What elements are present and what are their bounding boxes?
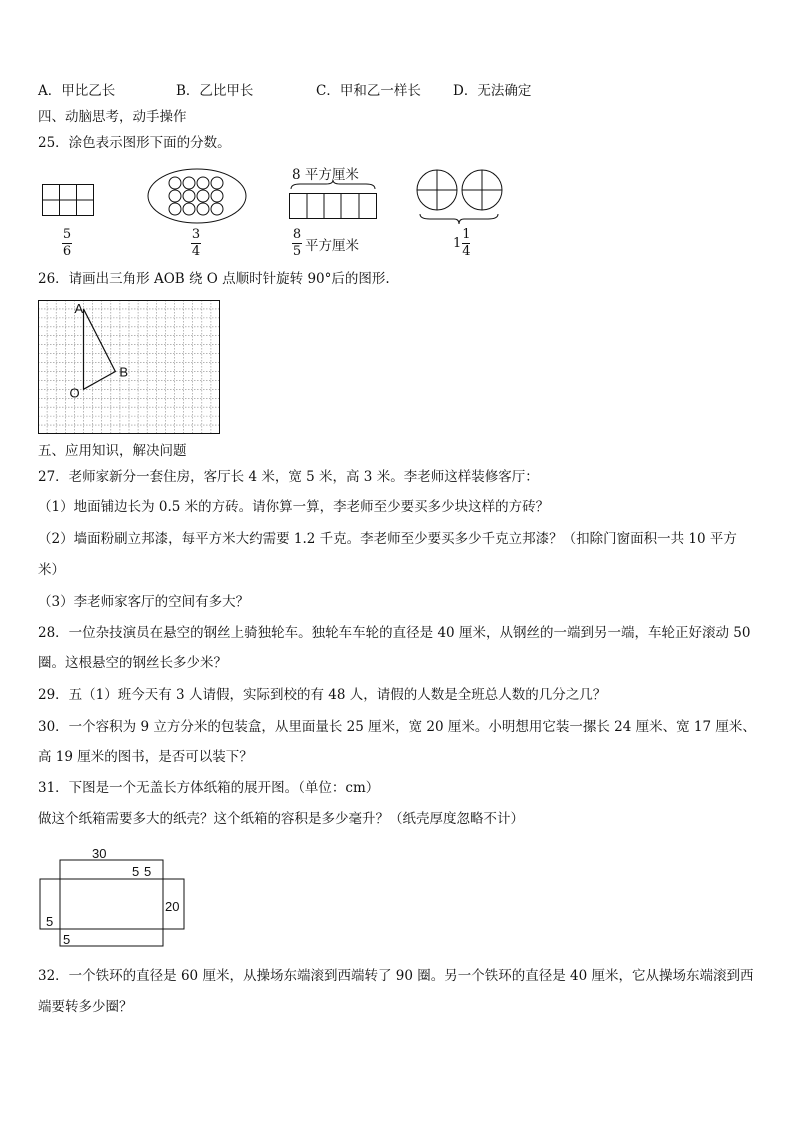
question-27-1: （1）地面铺边长为 0.5 米的方砖。请你算一算，李老师至少要买多少块这样的方砖？ bbox=[38, 499, 550, 515]
ellipse-circles-figure bbox=[147, 168, 247, 224]
sq-cm-unit: 平方厘米 bbox=[305, 238, 359, 254]
question-29: 29．五（1）班今天有 3 人请假，实际到校的有 48 人，请假的人数是全班总人数的几分之几？ bbox=[38, 687, 607, 703]
question-25: 25．涂色表示图形下面的分数。 bbox=[38, 135, 231, 151]
question-30: 30．一个容积为 9 立方分米的包装盒，从里面量长 25 厘米，宽 20 厘米。小明想用它装一摞长 24 厘米、宽 17 厘米、 bbox=[38, 719, 756, 735]
question-27-2: （2）墙面粉刷立邦漆，每平方米大约需要 1.2 千克。李老师至少要买多少千克立邦漆？（扣除门窗面积一共 10 平方 bbox=[38, 531, 737, 547]
dim-bottom: 5 bbox=[63, 932, 71, 947]
eight-sq-cm-label: 8 平方厘米 bbox=[292, 167, 359, 183]
dim-inner-1: 5 bbox=[132, 864, 140, 879]
label-a: A bbox=[74, 300, 84, 316]
question-31: 31．下图是一个无盖长方体纸箱的展开图。（单位：cm） bbox=[38, 780, 380, 796]
dim-inner-2: 5 bbox=[144, 864, 152, 879]
option-a: A．甲比乙长 bbox=[38, 83, 116, 99]
question-32: 32．一个铁环的直径是 60 厘米，从操场东端滚到西端转了 90 圈。另一个铁环的直径是 40 厘米，它从操场东端滚到西 bbox=[38, 968, 754, 984]
strip-figure bbox=[289, 193, 377, 219]
question-27-3: （3）李老师家客厅的空间有多大？ bbox=[38, 594, 250, 610]
fraction-3-4: 3 4 bbox=[191, 227, 201, 259]
two-circles-figure bbox=[416, 168, 506, 226]
question-32-cont: 端要转多少圈？ bbox=[38, 999, 133, 1015]
question-27-2-cont: 米） bbox=[38, 562, 65, 578]
mixed-number-1-1-4: 1 1 4 bbox=[453, 227, 471, 259]
option-b: B．乙比甲长 bbox=[176, 83, 254, 99]
dim-right: 20 bbox=[165, 899, 180, 914]
rotation-grid bbox=[38, 300, 220, 434]
question-27: 27．老师家新分一套住房，客厅长 4 米，宽 5 米，高 3 米。李老师这样装修客厅： bbox=[38, 469, 539, 485]
fraction-5-6: 5 6 bbox=[62, 227, 72, 259]
dim-top: 30 bbox=[92, 846, 107, 861]
rect-grid-figure bbox=[42, 184, 94, 216]
section-5-heading: 五、应用知识，解决问题 bbox=[38, 443, 187, 459]
box-net-diagram bbox=[38, 844, 188, 948]
option-c: C．甲和乙一样长 bbox=[316, 83, 421, 99]
label-b: B bbox=[119, 364, 129, 380]
question-28: 28．一位杂技演员在悬空的钢丝上骑独轮车。独轮车车轮的直径是 40 厘米，从钢丝的一端到另一端，车轮正好滚动 50 bbox=[38, 625, 751, 641]
option-d: D．无法确定 bbox=[453, 83, 532, 99]
question-31-cont: 做这个纸箱需要多大的纸壳？这个纸箱的容积是多少毫升？（纸壳厚度忽略不计） bbox=[38, 811, 524, 827]
question-30-cont: 高 19 厘米的图书，是否可以装下？ bbox=[38, 749, 253, 765]
label-o: O bbox=[69, 385, 80, 401]
fraction-8-5: 8 5 bbox=[292, 227, 302, 259]
bracket-top bbox=[290, 180, 376, 190]
dim-left: 5 bbox=[46, 914, 54, 929]
question-26: 26．请画出三角形 AOB 绕 O 点顺时针旋转 90°后的图形. bbox=[38, 271, 390, 287]
section-4-heading: 四、动脑思考，动手操作 bbox=[38, 109, 187, 125]
question-28-cont: 圈。这根悬空的钢丝长多少米？ bbox=[38, 655, 227, 671]
